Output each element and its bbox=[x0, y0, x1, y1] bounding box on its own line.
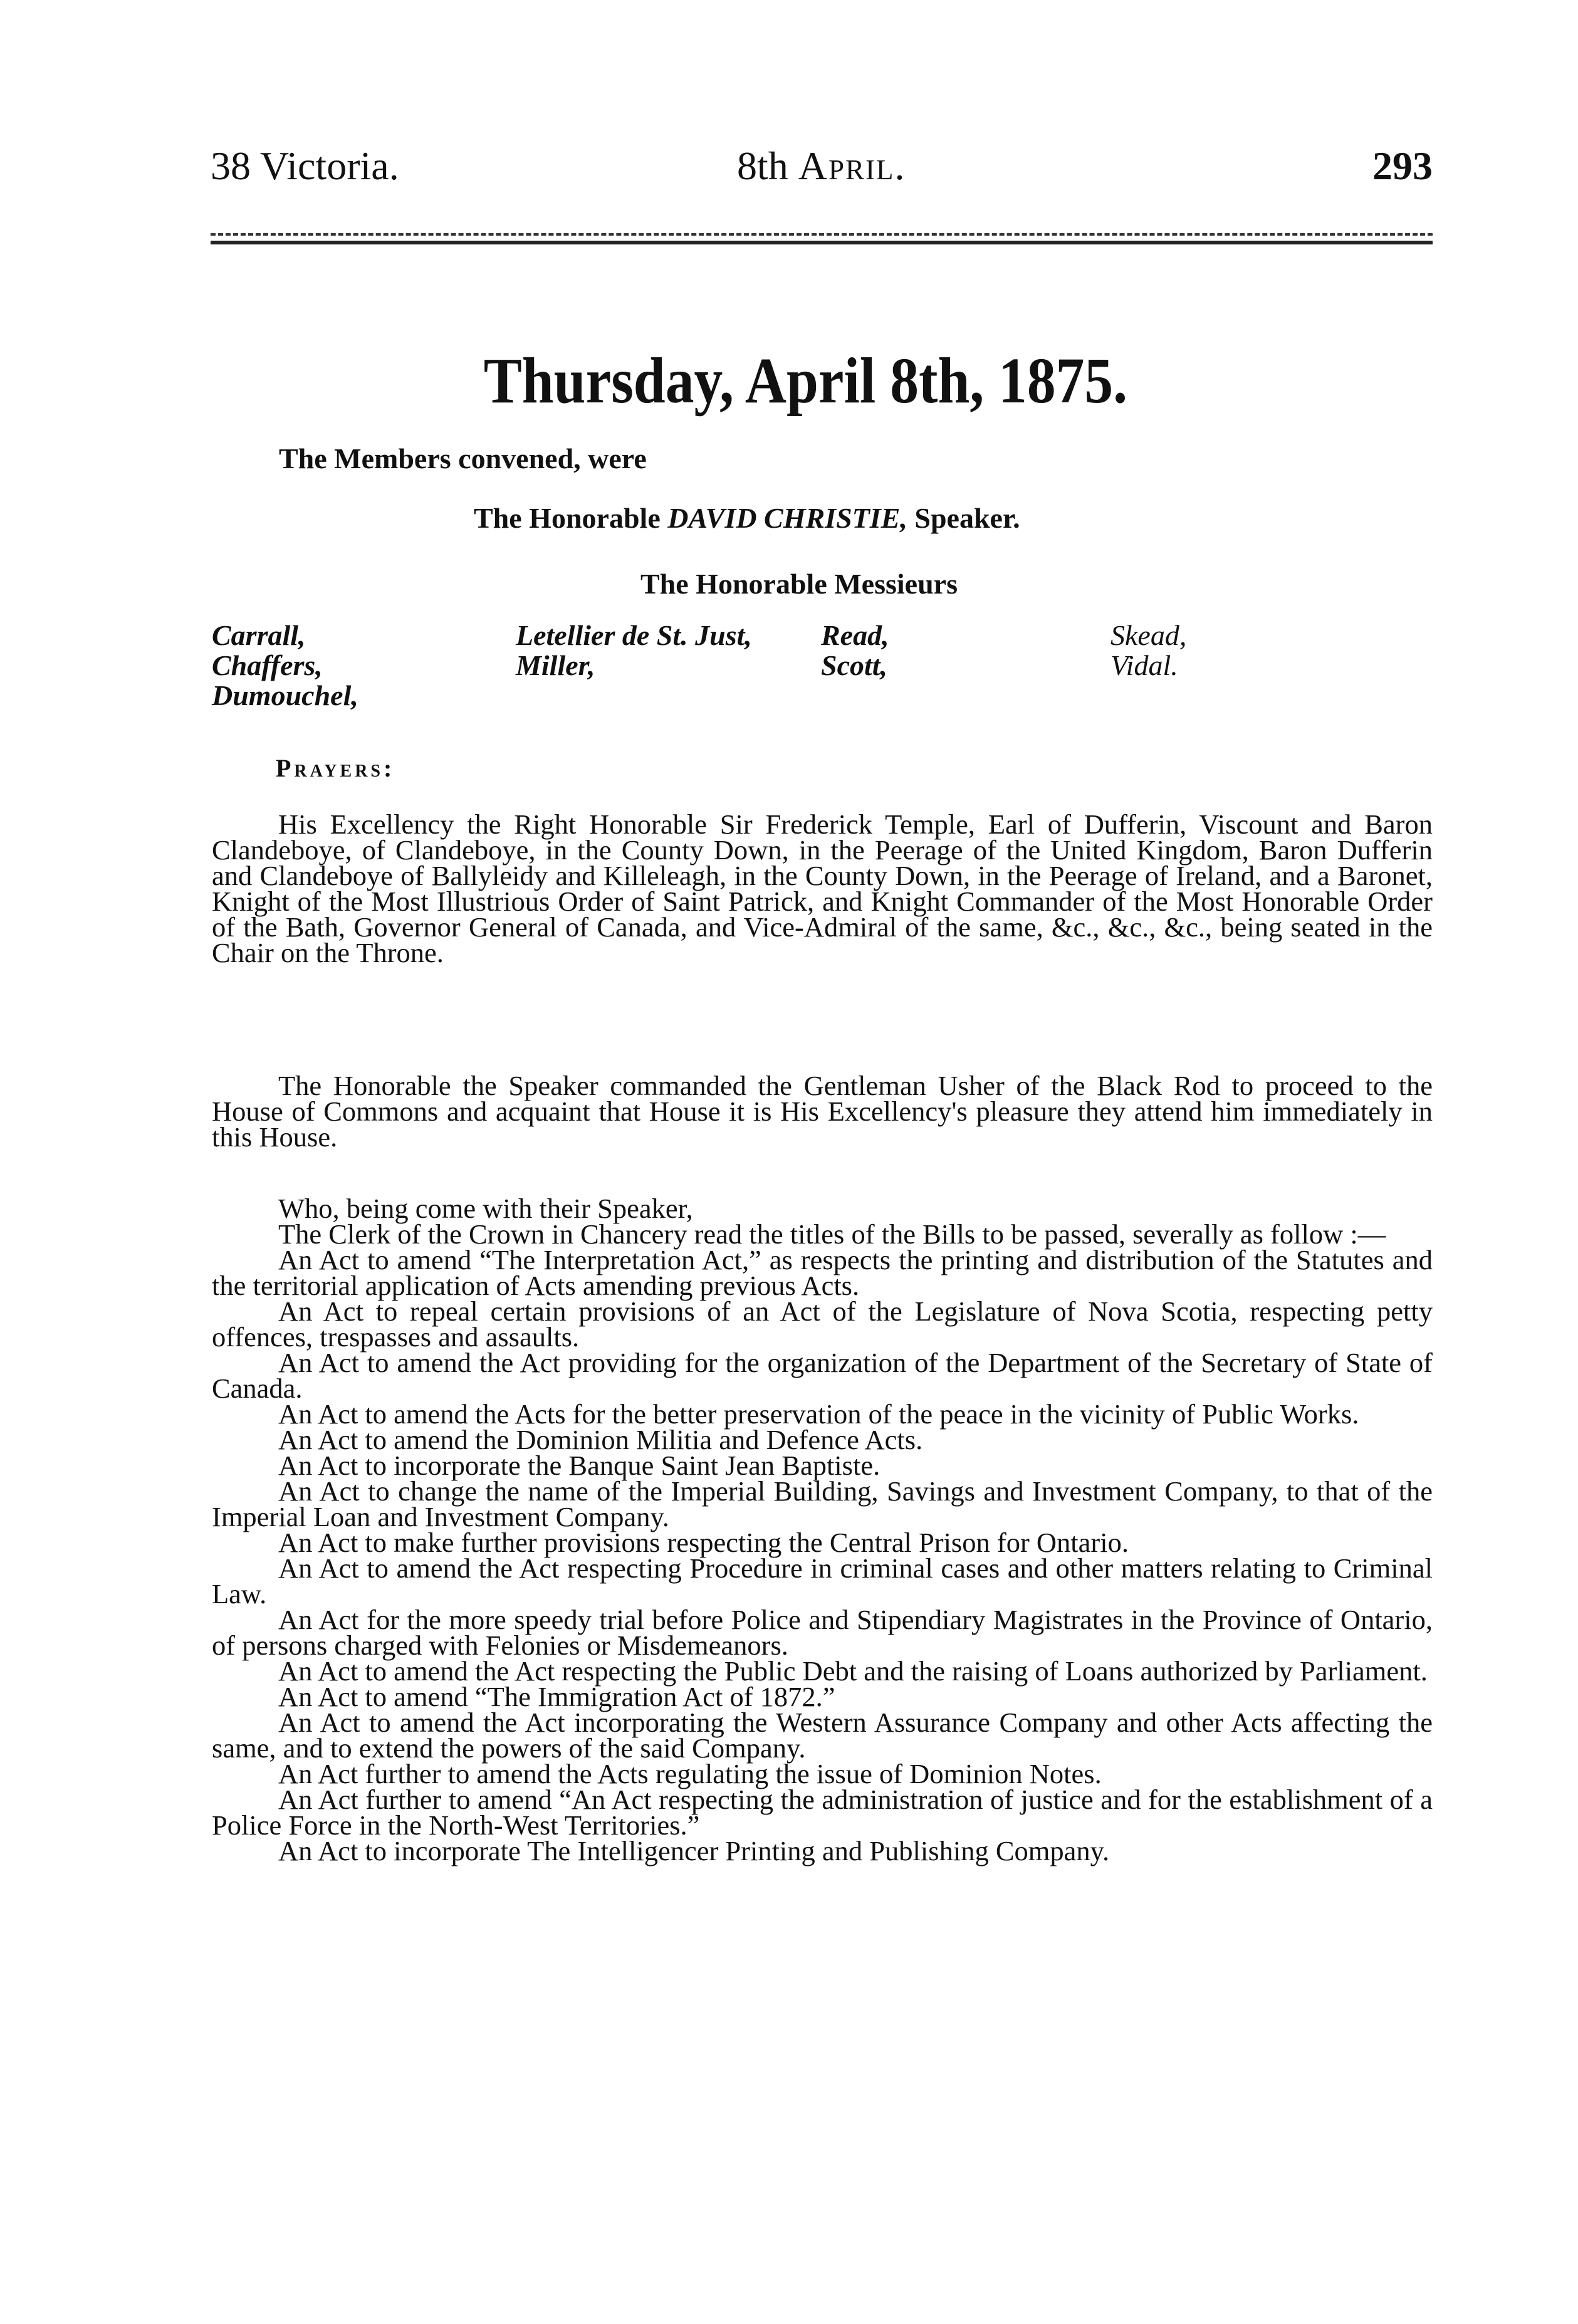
speaker-commanded-text: The Honorable the Speaker commanded the Gentleman Usher of the Black Rod to proceed to the House of Commons and acquaint that House it is His Excellency's pleasure they attend him immediately in this House. bbox=[212, 1070, 1433, 1153]
bills-section bbox=[212, 1193, 1433, 1866]
act-item: An Act to incorporate the Banque Saint Jean Baptiste. bbox=[278, 1450, 880, 1481]
running-head bbox=[211, 143, 1433, 199]
clerk-text: The Clerk of the Crown in Chancery read the titles of the Bills to be passed, severally as follow :— bbox=[278, 1218, 1386, 1250]
act-item: An Act for the more speedy trial before Police and Stipendiary Magistrates in the Province of Ontario, of persons charged with Felonies or Misdemeanors. bbox=[212, 1604, 1433, 1661]
act-item: An Act to amend “The Interpretation Act,” as respects the printing and distribution of the Statutes and the territorial application of Acts amending previous Acts. bbox=[212, 1244, 1433, 1301]
running-head-month: April. bbox=[798, 144, 906, 188]
members-convened-line: The Members convened, were bbox=[279, 442, 647, 474]
member-name: Read, bbox=[821, 619, 889, 651]
members-column-2 bbox=[516, 620, 752, 681]
member-name: Dumouchel, bbox=[212, 679, 358, 711]
prayers-heading: Prayers: bbox=[276, 754, 395, 782]
member-name: Carrall, bbox=[212, 619, 306, 651]
speaker-name: DAVID CHRISTIE, bbox=[667, 502, 907, 534]
member-name: Letellier de St. Just, bbox=[516, 619, 752, 651]
speaker-title: Speaker. bbox=[914, 502, 1020, 534]
act-item: An Act further to amend “An Act respecting the administration of justice and for the establishment of a Police Force in the North-West Territories.” bbox=[212, 1784, 1433, 1841]
act-item: An Act to amend the Dominion Militia and Defence Acts. bbox=[278, 1424, 923, 1455]
who-being-come-text: Who, being come with their Speaker, bbox=[278, 1193, 693, 1224]
member-name: Chaffers, bbox=[212, 649, 323, 681]
members-column-4 bbox=[1110, 620, 1186, 681]
speaker-line bbox=[474, 501, 1020, 535]
act-item: An Act to amend the Acts for the better preservation of the peace in the vicinity of Public Works. bbox=[278, 1398, 1359, 1430]
excellency-text: His Excellency the Right Honorable Sir Frederick Temple, Earl of Dufferin, Viscount and Baron Clandeboye, of Clandeboye, in the County Down, in the Peerage of the United Kingdom, Baron Dufferin and Clandeboye of Ballyleidy and Killeleagh, in the County Down, in the Peerage of Ireland, and a Baronet, Knight of the Most Illustrious Order of Saint Patrick, and Knight Commander of the Most Honorable Order of the Bath, Governor General of Canada, and Vice-Admiral of the same, &c., &c., &c., being seated in the Chair on the Throne. bbox=[212, 809, 1433, 968]
running-head-day: 8th bbox=[737, 144, 788, 188]
member-name: Miller, bbox=[516, 649, 595, 681]
act-item: An Act to change the name of the Imperial Building, Savings and Investment Company, to that of the Imperial Loan and Investment Company. bbox=[212, 1475, 1433, 1532]
act-item: An Act to amend “The Immigration Act of 1872.” bbox=[278, 1681, 835, 1712]
act-item: An Act further to amend the Acts regulating the issue of Dominion Notes. bbox=[278, 1758, 1102, 1789]
excellency-paragraph bbox=[212, 809, 1433, 968]
page-number: 293 bbox=[1372, 144, 1433, 188]
act-item: An Act to make further provisions respecting the Central Prison for Ontario. bbox=[278, 1527, 1129, 1558]
act-item: An Act to amend the Act providing for the organization of the Department of the Secretary of State of Canada. bbox=[212, 1347, 1433, 1404]
running-head-date bbox=[737, 143, 906, 189]
date-heading: Thursday, April 8th, 1875. bbox=[483, 345, 1128, 417]
speaker-prefix: The Honorable bbox=[474, 502, 661, 534]
member-name: Scott, bbox=[821, 649, 888, 681]
act-item: An Act to incorporate The Intelligencer Printing and Publishing Company. bbox=[278, 1835, 1110, 1866]
member-name: Vidal. bbox=[1110, 649, 1178, 681]
act-item: An Act to amend the Act respecting the Public Debt and the raising of Loans authorized by Parliament. bbox=[278, 1655, 1428, 1687]
members-column-1 bbox=[212, 620, 358, 711]
members-column-3 bbox=[821, 620, 889, 681]
running-head-session: 38 Victoria. bbox=[211, 144, 399, 188]
act-item: An Act to amend the Act incorporating the Western Assurance Company and other Acts affecting the same, and to extend the powers of the said Company. bbox=[212, 1707, 1433, 1764]
act-item: An Act to repeal certain provisions of an Act of the Legislature of Nova Scotia, respecting petty offences, trespasses and assaults. bbox=[212, 1295, 1433, 1353]
header-rule-dashed bbox=[211, 233, 1433, 236]
speaker-commanded-paragraph bbox=[212, 1070, 1433, 1153]
act-item: An Act to amend the Act respecting Procedure in criminal cases and other matters relating to Criminal Law. bbox=[212, 1552, 1433, 1610]
header-rule-solid bbox=[211, 241, 1433, 244]
member-name: Skead, bbox=[1110, 619, 1187, 651]
honorable-messieurs-line: The Honorable Messieurs bbox=[640, 568, 958, 600]
